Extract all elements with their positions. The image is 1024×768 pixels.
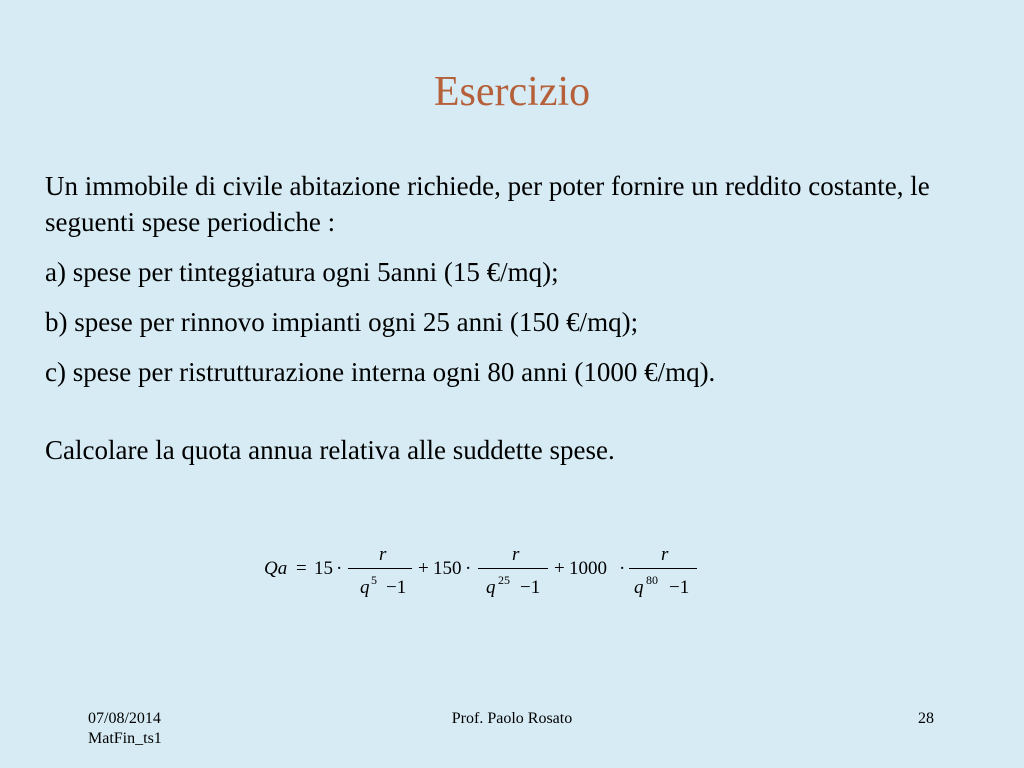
item-a: a) spese per tinteggiatura ogni 5anni (15 €/mq); [45, 257, 559, 287]
footer-date: 07/08/2014 [88, 710, 161, 727]
footer-author: Prof. Paolo Rosato [451, 710, 573, 727]
fraction-1-base: q [360, 577, 370, 598]
fraction-3-numerator: r [661, 544, 669, 565]
formula-dot-3: · [619, 558, 626, 579]
formula-coef-3: 1000 [569, 558, 607, 579]
fraction-1-exponent: 5 [371, 573, 377, 587]
formula-dot-2: · [465, 558, 472, 579]
fraction-2-bar [478, 568, 548, 569]
fraction-3-base: q [634, 577, 644, 598]
formula-equals: = [296, 558, 307, 579]
formula-dot-1: · [336, 558, 343, 579]
fraction-2-exponent: 25 [498, 573, 510, 587]
formula-plus-2: + [554, 558, 565, 579]
fraction-3-minus-one: −1 [669, 577, 690, 598]
fraction-1-bar [348, 568, 412, 569]
fraction-2-base: q [486, 577, 496, 598]
slide-body [45, 168, 945, 468]
formula-plus-1: + [418, 558, 429, 579]
page-number: 28 [918, 710, 934, 727]
fraction-2-minus-one: −1 [520, 577, 541, 598]
formula-coef-2: 150 [433, 558, 462, 579]
fraction-2-numerator: r [512, 544, 520, 565]
fraction-1-numerator: r [379, 544, 387, 565]
item-c: c) spese per ristrutturazione interna ogni 80 anni (1000 €/mq). [45, 357, 716, 387]
slide-title: Esercizio [433, 69, 591, 115]
fraction-1-minus-one: −1 [386, 577, 407, 598]
task-paragraph: Calcolare la quota annua relativa alle suddette spese. [45, 435, 615, 465]
item-b: b) spese per rinnovo impianti ogni 25 anni (150 €/mq); [45, 307, 639, 337]
footer-file: MatFin_ts1 [88, 730, 162, 747]
formula-coef-1: 15 [314, 558, 333, 579]
fraction-3-exponent: 80 [646, 573, 658, 587]
fraction-3-bar [629, 568, 697, 569]
intro-paragraph: Un immobile di civile abitazione richiede, per poter fornire un reddito costante, le seguenti spese periodiche : [45, 171, 930, 237]
formula-lhs: Qa [264, 558, 288, 579]
